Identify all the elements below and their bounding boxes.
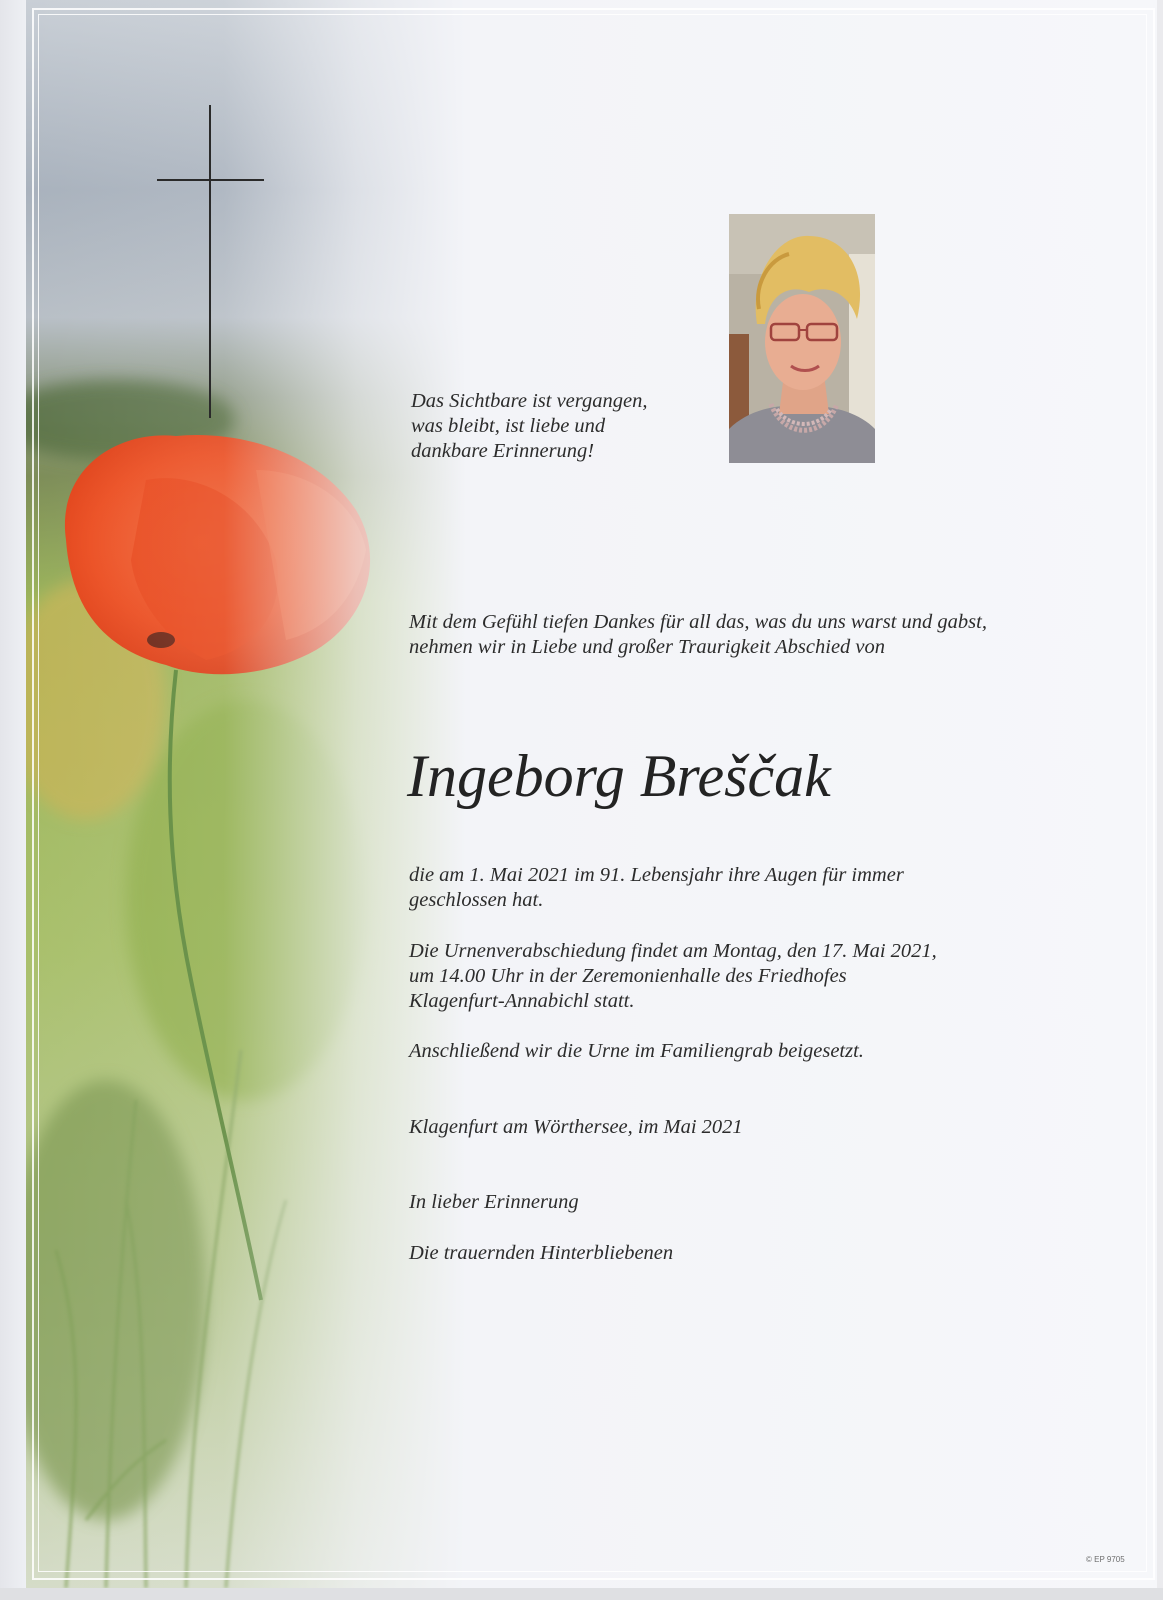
scan-edge <box>0 0 26 1600</box>
intro-line: nehmen wir in Liebe und großer Traurigkeit Abschied von <box>409 636 886 658</box>
portrait-photo <box>729 214 875 463</box>
scan-edge-bottom <box>0 1588 1163 1600</box>
death-line: geschlossen hat. <box>409 889 544 911</box>
death-notice <box>409 863 904 913</box>
motto-line: dankbare Erinnerung! <box>411 440 595 462</box>
ceremony-line: Die Urnenverabschiedung findet am Montag, den 17. Mai 2021, <box>409 940 937 962</box>
motto-line: was bleibt, ist liebe und <box>411 415 606 437</box>
copyright-mark: © EP 9705 <box>1086 1555 1125 1564</box>
farewell-intro <box>409 610 987 660</box>
intro-line: Mit dem Gefühl tiefen Dankes für all das, was du uns warst und gabst, <box>409 611 987 633</box>
remembrance-phrase: In lieber Erinnerung <box>409 1191 579 1213</box>
obituary-card <box>26 0 1157 1588</box>
signature-mourners: Die trauernden Hinterbliebenen <box>409 1242 674 1264</box>
motto-verse <box>411 389 647 464</box>
place-date: Klagenfurt am Wörthersee, im Mai 2021 <box>409 1116 743 1138</box>
deceased-name: Ingeborg Breščak <box>407 743 831 809</box>
motto-line: Das Sichtbare ist vergangen, <box>411 390 648 412</box>
death-line: die am 1. Mai 2021 im 91. Lebensjahr ihre Augen für immer <box>409 864 904 886</box>
poppy-field-background <box>26 0 466 1588</box>
ceremony-line: um 14.00 Uhr in der Zeremonienhalle des Friedhofes <box>409 965 847 987</box>
ceremony-notice <box>409 939 937 1014</box>
ceremony-line: Klagenfurt-Annabichl statt. <box>409 990 635 1012</box>
burial-notice: Anschließend wir die Urne im Familiengrab beigesetzt. <box>409 1040 864 1062</box>
